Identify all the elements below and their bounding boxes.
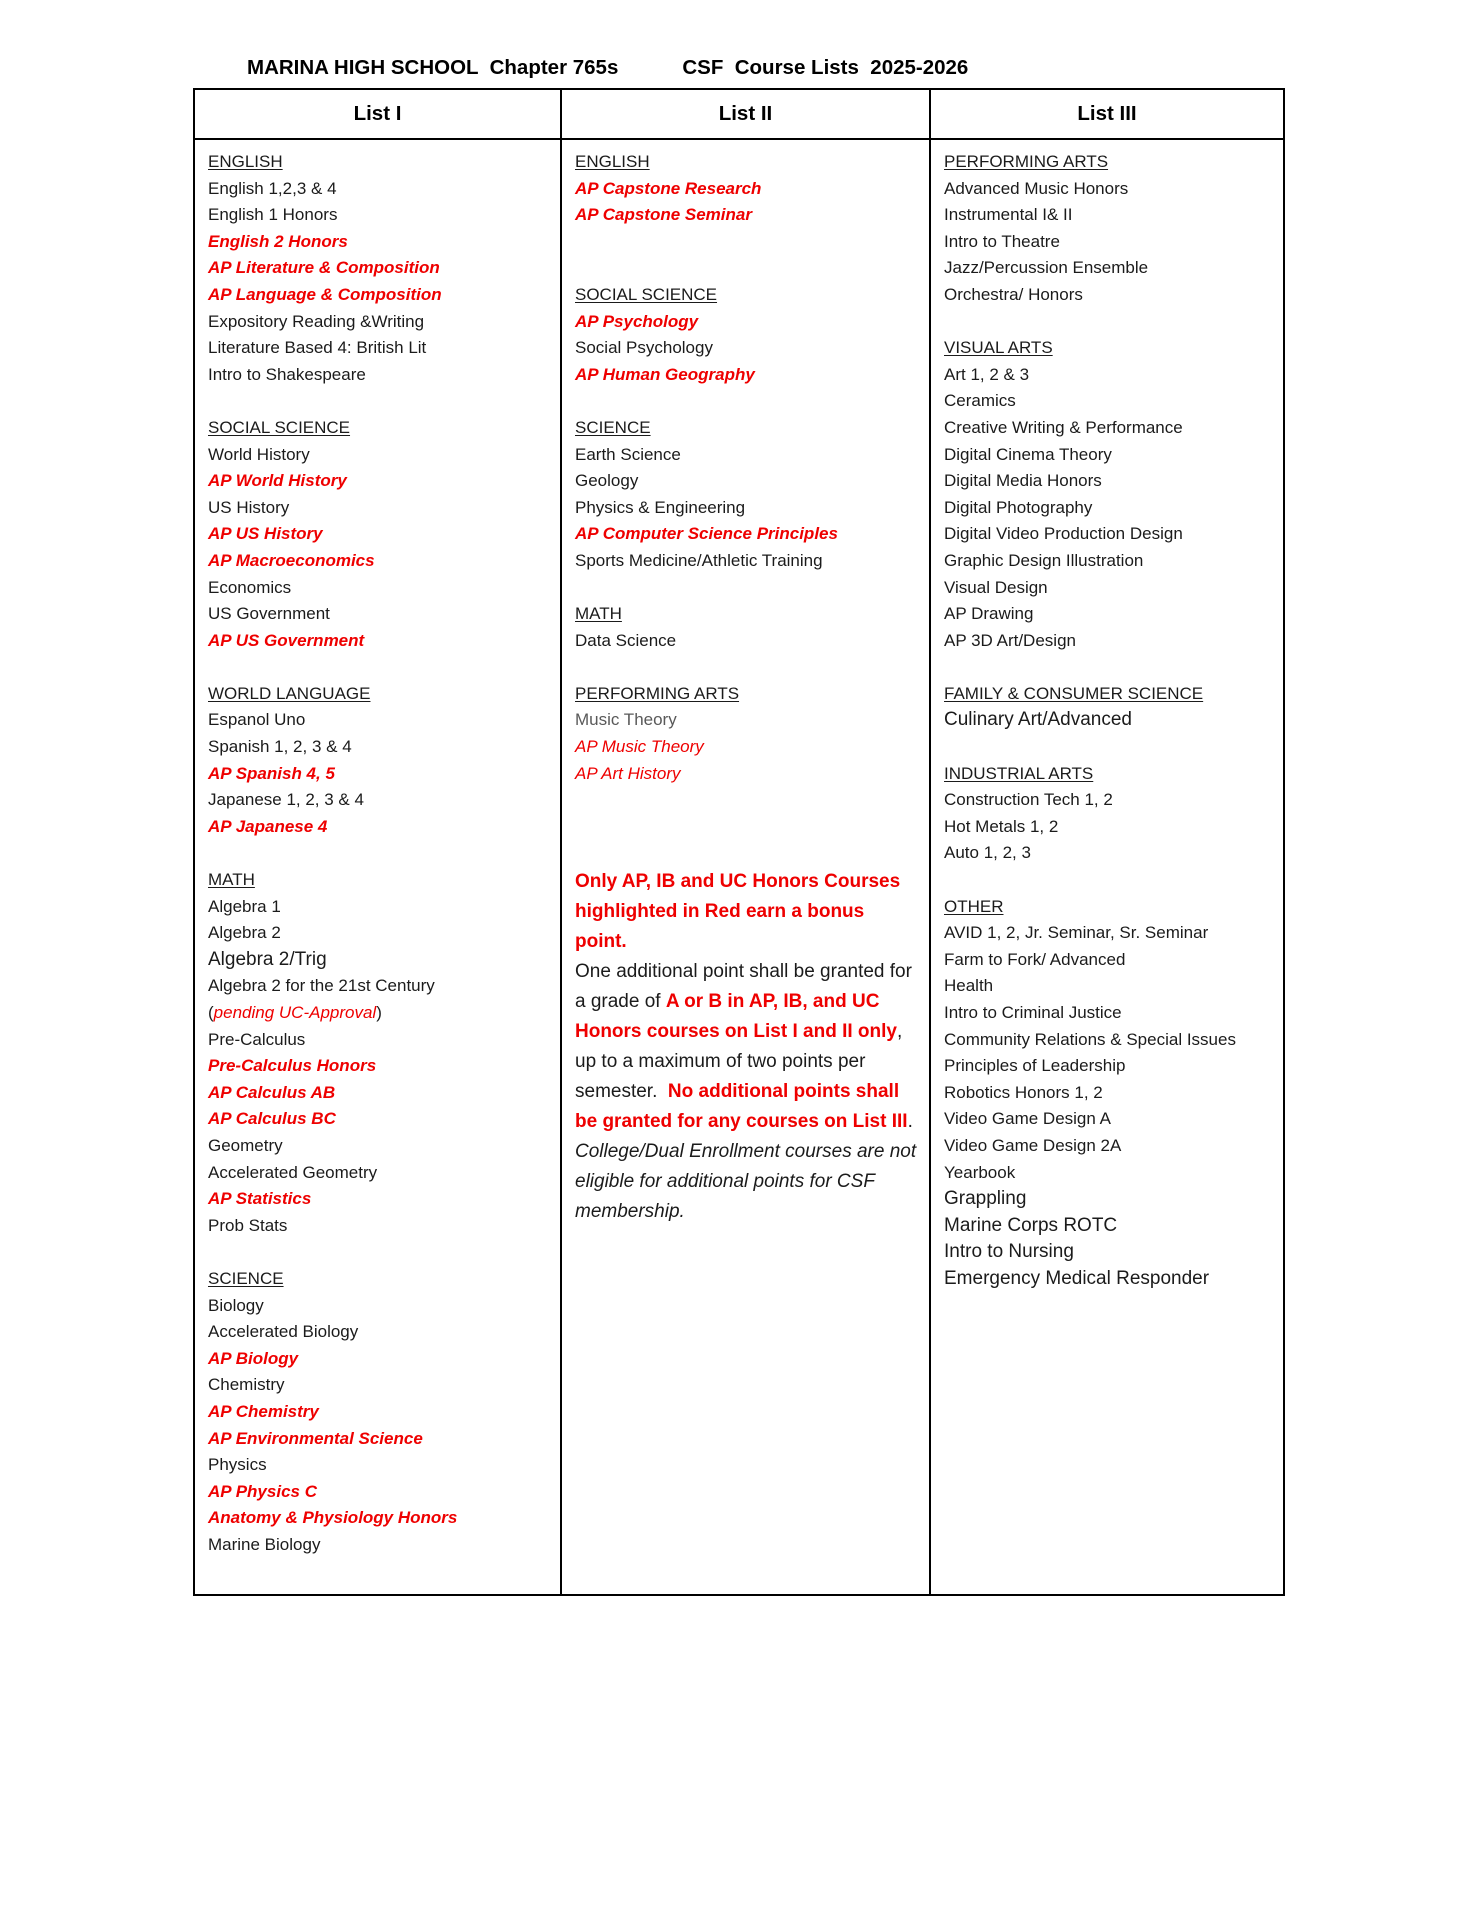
list-ii-header: List II [560,90,929,138]
course-line: AP Macroeconomics [208,550,375,570]
course-line: Digital Media Honors [944,471,1102,491]
course-line: Yearbook [944,1162,1016,1182]
course-line: Jazz/Percussion Ensemble [944,258,1149,278]
note-red-text: Only AP, IB and UC Honors Courses highlighted in Red earn a bonus point. [575,871,906,953]
spacer-line [208,840,550,867]
spacer-line [208,1239,550,1266]
doc-title: CSF Course Lists 2025-2026 [682,56,969,79]
course-line: Advanced Music Honors [944,178,1129,198]
course-line: Physics & Engineering [575,497,746,517]
course-line: Ceramics [944,391,1016,411]
course-line: AP Capstone Research [575,178,762,198]
spacer-line [944,654,1273,681]
course-line: World History [208,444,310,464]
course-line: AP Chemistry [208,1401,319,1421]
section-header: SCIENCE [575,417,651,437]
section-header: ENGLISH [208,152,283,171]
course-line: Video Game Design A [944,1109,1111,1129]
course-line: Marine Corps ROTC [944,1214,1118,1236]
course-line: Graphic Design Illustration [944,550,1144,570]
course-line: Sports Medicine/Athletic Training [575,550,823,570]
note-red-text: No additional points shall be granted for any courses on List III [575,1081,908,1133]
course-line: Economics [208,577,292,597]
course-line: Algebra 1 [208,896,281,916]
course-line: Auto 1, 2, 3 [944,843,1031,863]
course-line: Digital Photography [944,497,1093,517]
list-ii-cell [560,140,929,1594]
course-line: Visual Design [944,577,1048,597]
section-header: MATH [575,604,622,624]
course-line: Intro to Criminal Justice [944,1003,1122,1022]
course-line: Digital Cinema Theory [944,444,1112,464]
course-line: AP Physics C [208,1481,317,1501]
course-line-segment: ) [376,1003,382,1022]
course-line: Community Relations & Special Issues [944,1029,1236,1049]
course-line: Espanol Uno [208,710,306,730]
spacer-line [944,867,1273,894]
note-text: One additional point shall be granted for a grade of [575,961,918,1013]
course-line: Construction Tech 1, 2 [944,790,1113,810]
section-header: FAMILY & CONSUMER SCIENCE [944,683,1204,703]
spacer-line [208,654,550,681]
spacer-line [575,840,919,867]
course-line: AVID 1, 2, Jr. Seminar, Sr. Seminar [944,923,1209,943]
section-header: WORLD LANGUAGE [208,683,371,703]
course-line: Principles of Leadership [944,1056,1126,1076]
table-body-row [195,140,1283,1594]
course-line: Health [944,976,994,996]
course-line: AP Statistics [208,1189,312,1209]
spacer-line [575,229,919,256]
spacer-line [944,309,1273,336]
list-i-header: List I [353,102,402,125]
course-line: Intro to Nursing [944,1241,1074,1263]
course-line: AP Calculus BC [208,1109,336,1129]
course-line: AP Calculus AB [208,1082,336,1102]
table-header-row [195,90,1283,140]
course-line: AP Human Geography [575,364,755,384]
spacer-line [575,787,919,814]
course-line: AP Japanese 4 [208,816,328,836]
course-line: Prob Stats [208,1215,288,1235]
course-line: Digital Video Production Design [944,524,1183,544]
course-line: English 2 Honors [208,231,348,251]
spacer-line [575,814,919,841]
course-line: Accelerated Geometry [208,1162,378,1182]
course-line: AP 3D Art/Design [944,630,1076,650]
section-header: SOCIAL SCIENCE [208,417,351,437]
school-title: MARINA HIGH SCHOOL Chapter 765s [247,56,619,79]
course-line: Social Psychology [575,338,713,358]
course-line: Algebra 2 [208,923,281,943]
spacer-line [944,734,1273,761]
course-line: AP US Government [208,630,365,650]
course-line: Instrumental I& II [944,205,1073,225]
course-line: Hot Metals 1, 2 [944,816,1059,836]
list-iii-cell [929,140,1283,1594]
spacer-line [575,255,919,282]
document-title [247,56,968,80]
section-header: OTHER [944,896,1004,916]
course-line: Marine Biology [208,1534,321,1554]
course-line: Earth Science [575,444,681,464]
course-line: Culinary Art/Advanced [944,709,1132,731]
course-line: Orchestra/ Honors [944,284,1083,304]
course-line: Data Science [575,630,677,650]
course-line: Biology [208,1295,264,1315]
course-line: Intro to Theatre [944,231,1060,251]
course-line: AP Literature & Composition [208,258,440,278]
course-line: Pre-Calculus Honors [208,1056,377,1076]
course-line [208,1000,550,1027]
section-header: SCIENCE [208,1268,284,1288]
section-header: VISUAL ARTS [944,338,1053,358]
course-line: Spanish 1, 2, 3 & 4 [208,737,352,757]
section-header: MATH [208,870,255,890]
course-line: AP Music Theory [575,737,704,757]
course-line: AP Environmental Science [208,1428,423,1448]
list-i-cell [195,140,560,1594]
course-line: AP Computer Science Principles [575,524,838,544]
section-header: SOCIAL SCIENCE [575,284,718,304]
course-line: Pre-Calculus [208,1029,306,1049]
spacer-line [208,388,550,415]
course-line: Emergency Medical Responder [944,1267,1210,1289]
course-line-segment: pending UC-Approval [213,1003,377,1022]
course-line: Anatomy & Physiology Honors [208,1508,458,1528]
section-header: PERFORMING ARTS [575,683,740,703]
course-line: Music Theory [575,710,677,730]
course-line: AP Psychology [575,311,699,331]
note-text: . [907,1111,924,1133]
course-line: AP Spanish 4, 5 [208,763,335,783]
course-line: Video Game Design 2A [944,1135,1122,1155]
note-text: , up to a maximum of two points per semester. [575,1021,908,1103]
course-line: Literature Based 4: British Lit [208,338,427,358]
course-line: English 1 Honors [208,205,338,225]
course-line: US Government [208,604,330,624]
spacer-line [575,654,919,681]
course-line: AP Biology [208,1348,299,1368]
note-red-text: A or B in AP, IB, and UC Honors courses on List I and II only [575,991,897,1043]
course-line: Algebra 2/Trig [208,948,327,970]
course-line: US History [208,497,290,517]
spacer-line [575,388,919,415]
note-text: College/Dual Enrollment courses are not eligible for additional points for CSF membership. [575,1141,922,1223]
bonus-point-note [575,867,924,1227]
course-line: Robotics Honors 1, 2 [944,1082,1103,1102]
course-line: AP Drawing [944,604,1034,624]
course-line: AP Art History [575,763,681,783]
course-line: Chemistry [208,1375,285,1395]
course-line: Geometry [208,1135,283,1155]
course-line: Accelerated Biology [208,1322,359,1342]
course-line: AP Capstone Seminar [575,205,752,225]
course-line: Japanese 1, 2, 3 & 4 [208,790,364,810]
section-header: ENGLISH [575,152,650,171]
course-line: Farm to Fork/ Advanced [944,949,1126,969]
course-line: Physics [208,1455,267,1475]
section-header: INDUSTRIAL ARTS [944,763,1094,783]
course-line: Grappling [944,1188,1027,1210]
course-line: English 1,2,3 & 4 [208,178,337,198]
course-line: AP World History [208,471,347,491]
course-line: Intro to Shakespeare [208,364,366,384]
course-line: Expository Reading &Writing [208,311,425,331]
course-line: AP Language & Composition [208,284,442,304]
course-line: Art 1, 2 & 3 [944,364,1030,384]
course-line: AP US History [208,524,323,544]
section-header: PERFORMING ARTS [944,152,1109,171]
course-table [193,88,1285,1596]
course-line: Algebra 2 for the 21st Century [208,976,435,996]
spacer-line [575,575,919,602]
course-line: Geology [575,471,639,491]
course-line-segment: ( [208,1003,214,1022]
course-line: Creative Writing & Performance [944,417,1183,437]
list-iii-header: List III [929,90,1283,138]
